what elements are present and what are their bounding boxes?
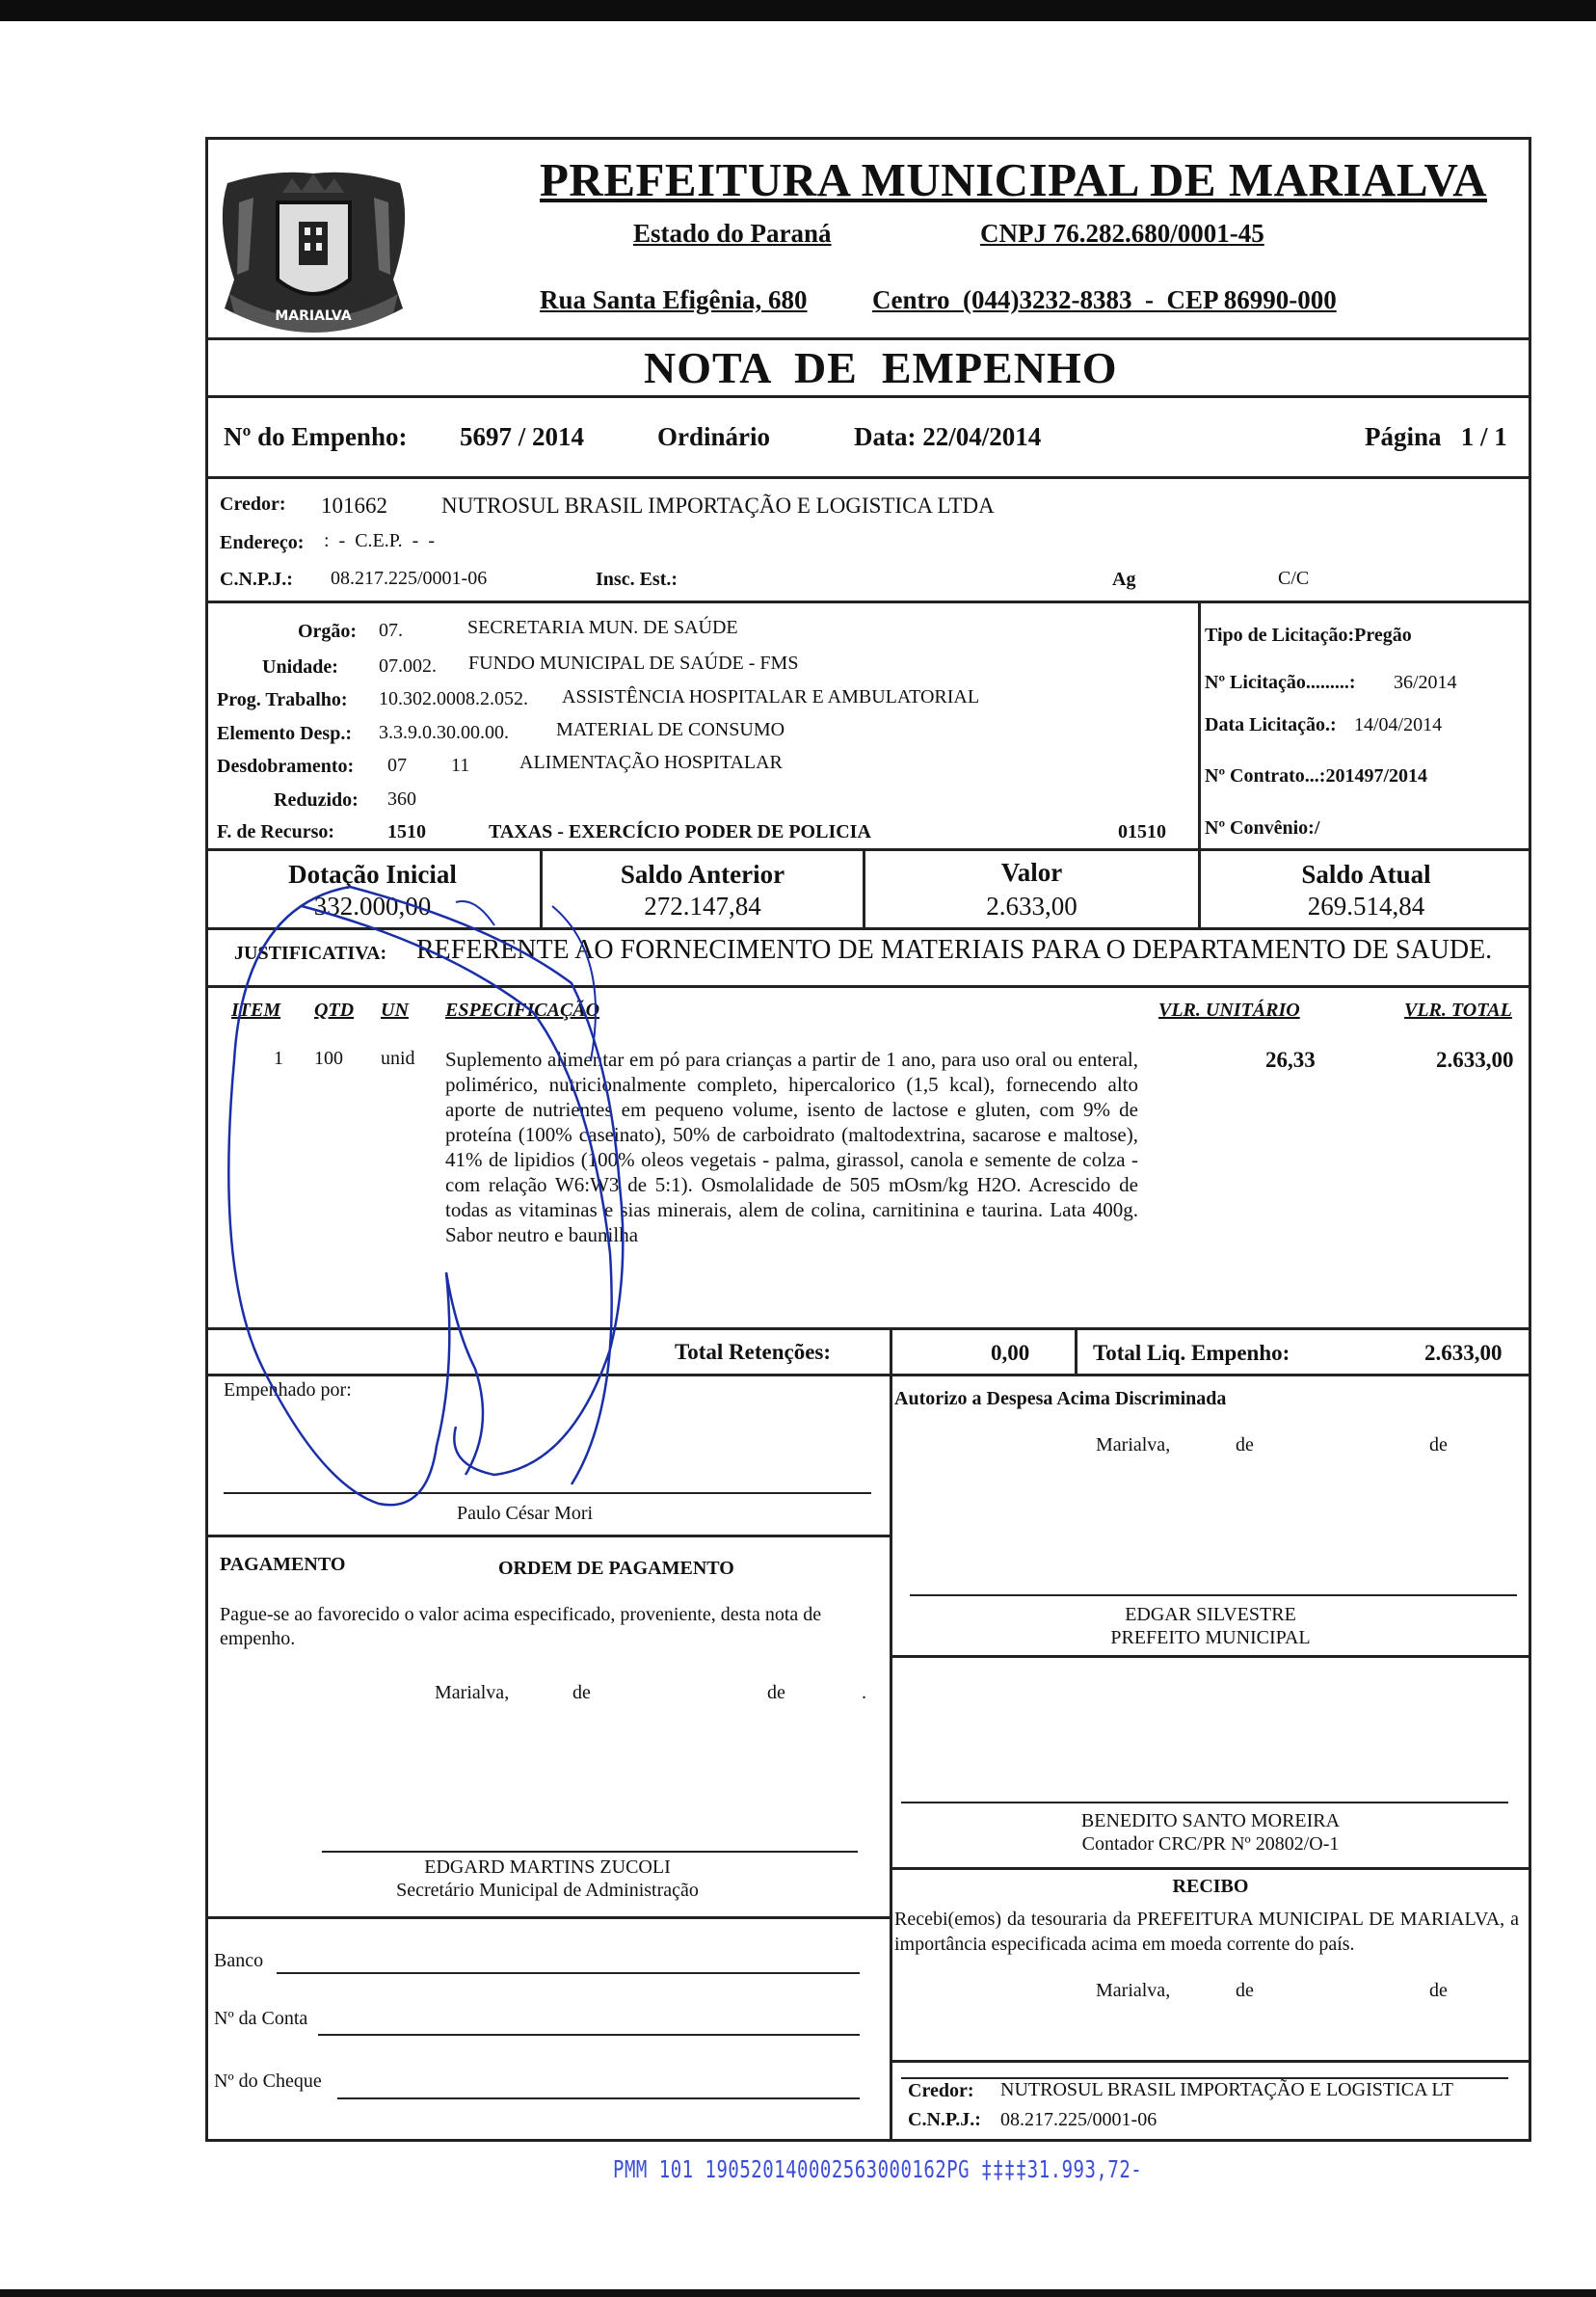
empenho-number-label: Nº do Empenho:	[224, 422, 408, 451]
saldo-anterior-value: 272.147,84	[644, 892, 761, 921]
item-qtd: 100	[314, 1048, 343, 1069]
convenio-number: Nº Convênio:/	[1205, 817, 1320, 839]
retencoes-value: 0,00	[991, 1341, 1030, 1365]
pagamento-label: PAGAMENTO	[220, 1554, 346, 1575]
justificativa-text: REFERENTE AO FORNECIMENTO DE MATERIAIS PARA O DEPARTAMENTO DE SAUDE.	[416, 935, 1493, 965]
orgao-name: SECRETARIA MUN. DE SAÚDE	[467, 617, 738, 638]
col-total-header: VLR. TOTAL	[1404, 1000, 1512, 1021]
empenhado-label: Empenhado por:	[224, 1379, 352, 1401]
unidade-label: Unidade:	[262, 656, 338, 678]
dotacao-label: Dotação Inicial	[288, 860, 457, 889]
item-specification: Suplemento alimentar em pó para crianças a partir de 1 ano, para uso oral ou enteral, polimérico, nutricionalmente completo, hipercalorico (1,5 kcal), fornecendo alto aporte de nutrientes em pequeno volume, isento de lactose e gluten, com 9% de proteína (100% caseinato), 50% de carboidrato (maltodextrina, sacarose e maltose), 41% de lipidios (100% oleos vegetais - palma, girassol, canola e semente de colza - com relação W6:W3 de 5:1). Osmolalidade de 505 mOsm/kg H2O. Acrescido de todas as vitaminas e sias minerais, alem de colina, carnitinina e taurina. Lata 400g. Sabor neutro e baunilha	[445, 1048, 1138, 1246]
prog-code: 10.302.0008.2.052.	[379, 688, 528, 709]
saldo-anterior-label: Saldo Anterior	[620, 860, 785, 889]
recibo-de2: de	[1429, 1980, 1448, 2001]
credor-label: Credor:	[220, 494, 286, 515]
desdob-name: ALIMENTAÇÃO HOSPITALAR	[519, 752, 783, 773]
banco-label: Banco	[214, 1950, 264, 1971]
recibo-credor-label: Credor:	[908, 2080, 974, 2101]
page-title: PREFEITURA MUNICIPAL DE MARIALVA	[540, 153, 1487, 206]
empenho-number: 5697 / 2014	[460, 422, 585, 451]
licitacao-numero-label: Nº Licitação.........:	[1205, 672, 1356, 693]
empenho-date: Data: 22/04/2014	[854, 422, 1042, 451]
prefeito-signature-line	[910, 1594, 1517, 1596]
svg-text:MARIALVA: MARIALVA	[275, 308, 352, 324]
autorizo-label: Autorizo a Despesa Acima Discriminada	[894, 1388, 1227, 1409]
pagamento-de2: de	[767, 1682, 785, 1703]
recurso-code: 1510	[387, 821, 426, 842]
recibo-cnpj-value: 08.217.225/0001-06	[1000, 2109, 1157, 2130]
prog-name: ASSISTÊNCIA HOSPITALAR E AMBULATORIAL	[562, 686, 980, 708]
unidade-name: FUNDO MUNICIPAL DE SAÚDE - FMS	[468, 653, 799, 674]
cheque-line	[337, 2097, 860, 2099]
pagamento-text: Pague-se ao favorecido o valor acima especificado, proveniente, desta nota de empenho.	[220, 1604, 822, 1649]
desdob-b: 11	[451, 755, 470, 776]
contador-name: BENEDITO SANTO MOREIRA	[1080, 1810, 1341, 1831]
item-number: 1	[274, 1048, 283, 1069]
retencoes-label: Total Retenções:	[675, 1340, 832, 1364]
insc-est-label: Insc. Est.:	[596, 569, 678, 590]
header-state: Estado do Paraná	[633, 219, 832, 248]
licitacao-tipo: Tipo de Licitação:Pregão	[1205, 625, 1412, 646]
autorizo-place: Marialva,	[1096, 1434, 1171, 1456]
autorizo-de1: de	[1236, 1434, 1254, 1456]
col-item-header: ITEM	[231, 1000, 281, 1021]
licitacao-numero: 36/2014	[1389, 672, 1457, 693]
dotacao-value: 332.000,00	[313, 892, 432, 921]
endereco-label: Endereço:	[220, 532, 305, 553]
elemento-name: MATERIAL DE CONSUMO	[556, 719, 785, 740]
contador-role: Contador CRC/PR Nº 20802/O-1	[1081, 1833, 1340, 1855]
prog-label: Prog. Trabalho:	[217, 689, 348, 710]
contrato-number: Nº Contrato...:201497/2014	[1205, 765, 1428, 787]
pagamento-de1: de	[572, 1682, 591, 1703]
page-number: Página 1 / 1	[1365, 422, 1507, 451]
valor-label: Valor	[1000, 858, 1063, 887]
agency-label: Ag	[1112, 569, 1136, 590]
liquido-value: 2.633,00	[1424, 1341, 1503, 1365]
col-unit-header: VLR. UNITÁRIO	[1158, 1000, 1300, 1021]
prefeito-role: PREFEITO MUNICIPAL	[1110, 1627, 1311, 1648]
recurso-ref: 01510	[1118, 821, 1166, 842]
conta-label: Nº da Conta	[214, 2008, 308, 2029]
banco-line	[277, 1972, 860, 1974]
endereco-value: : - C.E.P. - -	[324, 530, 435, 551]
cheque-label: Nº do Cheque	[214, 2070, 322, 2092]
elemento-code: 3.3.9.0.30.00.00.	[379, 722, 509, 743]
header-cnpj: CNPJ 76.282.680/0001-45	[980, 219, 1264, 248]
item-unit-value: 26,33	[1265, 1048, 1316, 1072]
desdob-a: 07	[387, 755, 407, 776]
autorizo-de2: de	[1429, 1434, 1448, 1456]
cnpj-label: C.N.P.J.:	[220, 569, 293, 590]
handwritten-signature	[205, 868, 880, 1523]
orgao-code: 07.	[379, 620, 403, 641]
empenhado-name: Paulo César Mori	[457, 1503, 594, 1524]
conta-line	[318, 2034, 860, 2036]
desdob-label: Desdobramento:	[217, 756, 355, 777]
scan-bottom-border	[0, 2289, 1596, 2297]
item-un: unid	[381, 1048, 415, 1069]
pagamento-dot: .	[862, 1682, 866, 1703]
prefeito-name: EDGAR SILVESTRE	[1125, 1604, 1296, 1625]
saldo-atual-value: 269.514,84	[1307, 892, 1425, 921]
secretario-role: Secretário Municipal de Administração	[396, 1880, 699, 1901]
recibo-place: Marialva,	[1096, 1980, 1171, 2001]
recurso-name: TAXAS - EXERCÍCIO PODER DE POLICIA	[489, 821, 871, 842]
valor-value: 2.633,00	[986, 892, 1077, 921]
header-street: Rua Santa Efigênia, 680	[540, 285, 808, 314]
col-un-header: UN	[381, 1000, 409, 1021]
header-contact: Centro (044)3232-8383 - CEP 86990-000	[872, 285, 1337, 314]
justificativa-label: JUSTIFICATIVA:	[234, 943, 387, 964]
secretario-signature-line	[322, 1851, 858, 1853]
liquido-label: Total Liq. Empenho:	[1093, 1341, 1290, 1365]
scan-top-border	[0, 0, 1596, 21]
col-spec-header: ESPECIFICAÇÃO	[445, 1000, 600, 1021]
saldo-atual-label: Saldo Atual	[1301, 860, 1431, 889]
empenho-type: Ordinário	[657, 422, 771, 451]
col-qtd-header: QTD	[314, 1000, 355, 1021]
elemento-label: Elemento Desp.:	[217, 723, 352, 744]
credor-code: 101662	[321, 494, 387, 518]
document-title: NOTA DE EMPENHO	[644, 343, 1118, 392]
reduzido-value: 360	[387, 788, 416, 810]
reduzido-label: Reduzido:	[274, 789, 359, 811]
recibo-cnpj-label: C.N.P.J.:	[908, 2109, 981, 2130]
mechanical-stamp: PMM 101 19052014000256300016​2PG ‡‡‡‡31.993,72-	[613, 2155, 1143, 2184]
licitacao-data-label: Data Licitação.:	[1205, 714, 1337, 735]
licitacao-data: 14/04/2014	[1349, 714, 1443, 735]
recibo-de1: de	[1236, 1980, 1254, 2001]
cnpj-value: 08.217.225/0001-06	[331, 568, 488, 589]
credor-name: NUTROSUL BRASIL IMPORTAÇÃO E LOGISTICA LTDA	[441, 494, 995, 518]
recibo-label: RECIBO	[1172, 1876, 1249, 1897]
contador-signature-line	[901, 1802, 1508, 1803]
unidade-code: 07.002.	[379, 655, 437, 677]
ordem-pagamento-label: ORDEM DE PAGAMENTO	[498, 1558, 734, 1579]
item-total-value: 2.633,00	[1436, 1048, 1514, 1072]
recibo-credor-value: NUTROSUL BRASIL IMPORTAÇÃO E LOGISTICA LT	[1000, 2079, 1453, 2100]
secretario-name: EDGARD MARTINS ZUCOLI	[424, 1856, 671, 1878]
account-label: C/C	[1278, 568, 1310, 589]
orgao-label: Orgão:	[298, 621, 358, 642]
recurso-label: F. de Recurso:	[217, 821, 335, 842]
pagamento-place: Marialva,	[435, 1682, 510, 1703]
recibo-text: Recebi(emos) da tesouraria da PREFEITURA MUNICIPAL DE MARIALVA, a importância especificada acima em moeda corrente do país.	[894, 1909, 1519, 1955]
